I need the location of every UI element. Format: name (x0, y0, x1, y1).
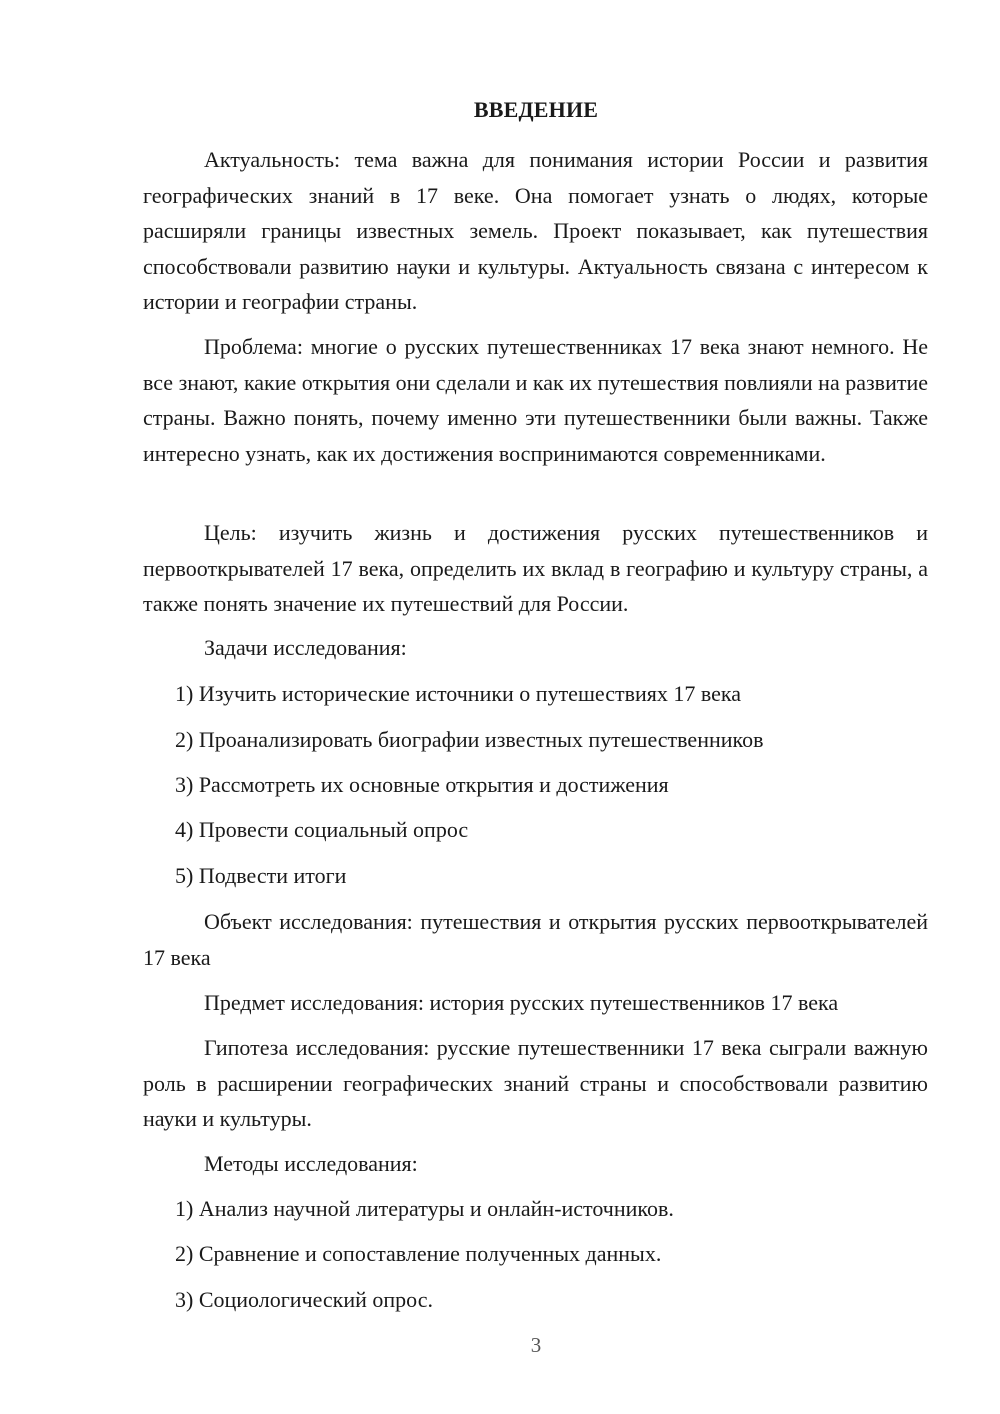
list-item: 4) Провести социальный опрос (175, 817, 469, 842)
hypothesis-block (143, 1030, 928, 1137)
relevance-block (143, 142, 928, 320)
methods-heading-block (143, 1146, 928, 1182)
tasks-list (143, 767, 928, 803)
tasks-list (143, 812, 928, 848)
object-block (143, 904, 928, 975)
subject-block (143, 985, 928, 1021)
goal-paragraph: Цель: изучить жизнь и достижения русских путешественников и первооткрывателей 17 века, определить их вклад в географию и культуру страны, а также понять значение их путешествий для России. (143, 520, 928, 616)
problem-block (143, 329, 928, 471)
list-item: 1) Анализ научной литературы и онлайн-источников. (175, 1196, 674, 1221)
tasks-list (143, 858, 928, 894)
hypothesis-paragraph: Гипотеза исследования: русские путешественники 17 века сыграли важную роль в расширении географических знаний страны и способствовали развитию науки и культуры. (143, 1035, 928, 1131)
list-item: 5) Подвести итоги (175, 863, 347, 888)
methods-list (143, 1236, 928, 1272)
page-number: 3 (530, 1333, 542, 1357)
tasks-list (143, 722, 928, 758)
goal-block (143, 515, 928, 622)
list-item: 1) Изучить исторические источники о путешествиях 17 века (175, 681, 742, 706)
tasks-heading: Задачи исследования: (204, 635, 407, 660)
list-item: 3) Социологический опрос. (175, 1287, 433, 1312)
relevance-paragraph: Актуальность: тема важна для понимания истории России и развития географических знаний в 17 веке. Она помогает узнать о людях, которые расширяли границы известных земель. Проект показывает, как путешествия способствовали развитию науки и культуры. Актуальность связана с интересом к истории и географии страны. (143, 147, 928, 314)
page-title: ВВЕДЕНИЕ (473, 97, 599, 122)
methods-heading: Методы исследования: (204, 1151, 418, 1176)
list-item: 2) Сравнение и сопоставление полученных данных. (175, 1241, 662, 1266)
problem-paragraph: Проблема: многие о русских путешественниках 17 века знают немного. Не все знают, какие открытия они сделали и как их путешествия повлияли на развитие страны. Важно понять, почему именно эти путешественники были важны. Также интересно узнать, как их достижения воспринимаются современниками. (143, 334, 928, 466)
list-item: 2) Проанализировать биографии известных путешественников (175, 727, 764, 752)
methods-list (143, 1191, 928, 1227)
list-item: 3) Рассмотреть их основные открытия и достижения (175, 772, 669, 797)
methods-list (143, 1282, 928, 1318)
object-paragraph: Объект исследования: путешествия и открытия русских первооткрывателей 17 века (143, 909, 928, 970)
subject-paragraph: Предмет исследования: история русских путешественников 17 века (204, 990, 839, 1015)
tasks-list (143, 676, 928, 712)
tasks-heading-block (143, 630, 928, 666)
